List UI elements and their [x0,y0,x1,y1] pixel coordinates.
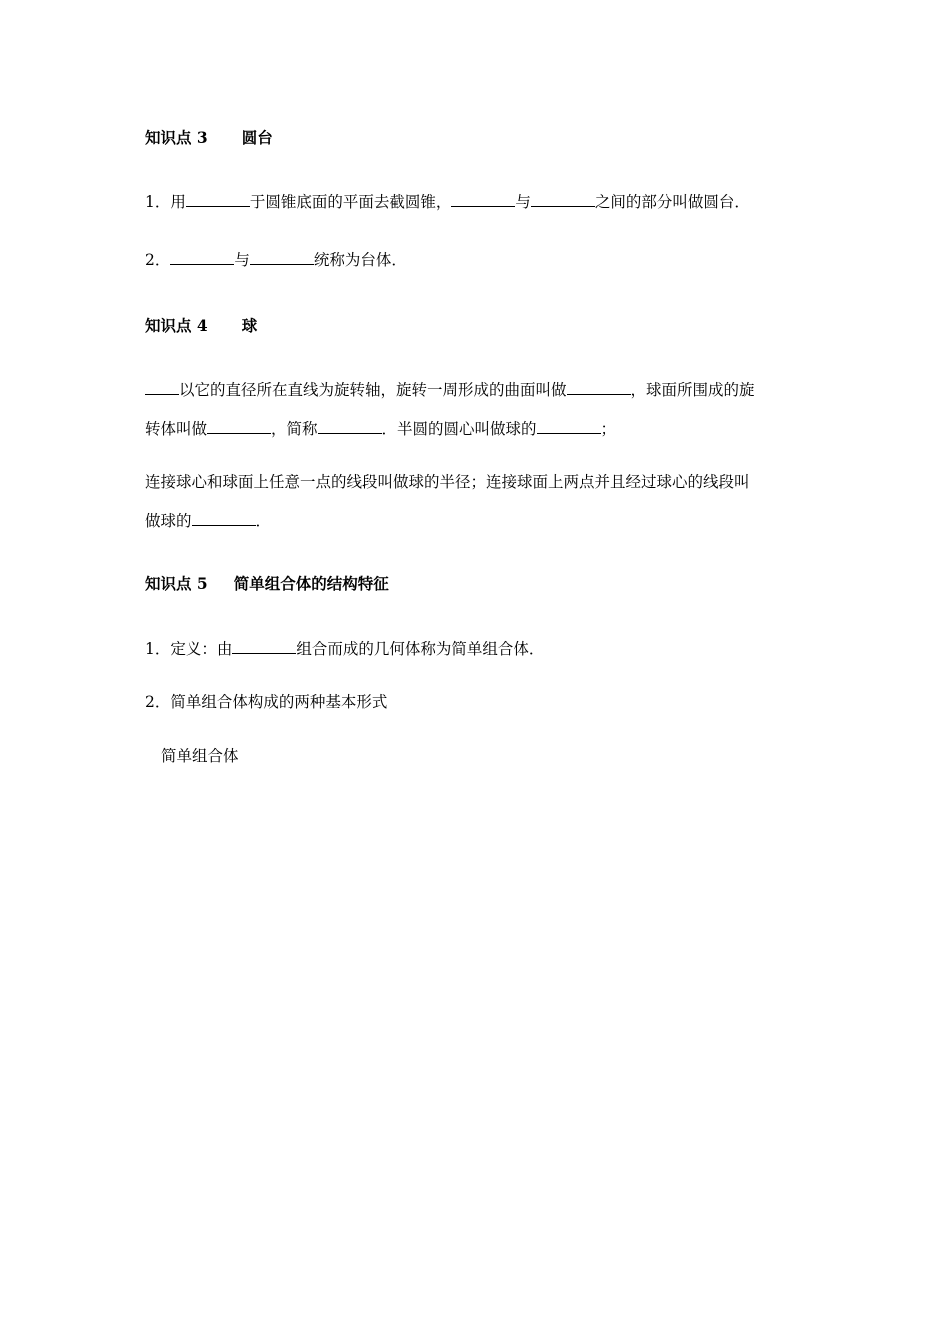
item-text: 连接球心和球面上任意一点的线段叫做球的半径；连接球面上两点并且经过球心的线段叫 [145,473,750,491]
item-text: ，球面所围成的旋 [630,381,755,399]
item-text: 简单组合体 [161,747,239,765]
fill-blank[interactable] [451,191,515,207]
item-text: 2．简单组合体构成的两种基本形式 [145,693,388,711]
fill-blank[interactable] [232,638,296,654]
section-4-para-1-line-2 [145,418,616,439]
fill-blank[interactable] [170,249,234,265]
section-5-heading [145,574,389,594]
section-4-label: 知识点 4 [145,316,208,335]
fill-blank[interactable] [318,418,382,434]
item-text: 与 [515,193,531,211]
item-text: 之间的部分叫做圆台． [594,193,750,211]
item-text: 转体叫做 [145,420,208,438]
item-text: 组合而成的几何体称为简单组合体． [296,640,545,658]
section-4-para-2-line-2 [145,510,271,531]
fill-blank[interactable] [531,191,595,207]
section-4-title: 球 [241,316,258,335]
section-3-item-1 [145,191,750,212]
item-text: 于圆锥底面的平面去截圆锥， [249,193,452,211]
item-text: 2． [145,251,171,269]
section-5-label: 知识点 5 [145,574,208,593]
fill-blank[interactable] [207,418,271,434]
item-text: 1．定义：由 [145,640,233,658]
item-text: 与 [234,251,250,269]
section-3-title: 圆台 [241,128,273,147]
section-3-item-2 [145,249,407,270]
section-4-para-2-line-1 [145,472,750,492]
item-text: 统称为台体． [313,251,407,269]
item-text: ； [600,420,617,438]
item-text: 1．用 [145,193,186,211]
fill-blank[interactable] [192,510,256,526]
item-text: 做球的 [145,512,192,530]
section-3-label: 知识点 3 [145,128,208,147]
item-text: 以它的直径所在直线为旋转轴，旋转一周形成的曲面叫做 [179,381,567,399]
section-5-item-2 [145,692,387,712]
fill-blank[interactable] [537,418,601,434]
fill-blank[interactable] [250,249,314,265]
item-text: ，简称 [271,420,318,438]
fill-blank[interactable] [186,191,250,207]
fill-blank[interactable] [567,379,631,395]
section-4-para-1-line-1 [145,379,755,400]
item-text: ．半圆的圆心叫做球的 [381,420,537,438]
item-text: ． [255,512,272,530]
section-4-heading [145,316,257,336]
section-5-item-1 [145,638,544,659]
fill-blank[interactable] [145,379,179,395]
section-5-sub-label [161,746,239,766]
section-5-title: 简单组合体的结构特征 [233,574,389,593]
section-3-heading [145,128,273,148]
